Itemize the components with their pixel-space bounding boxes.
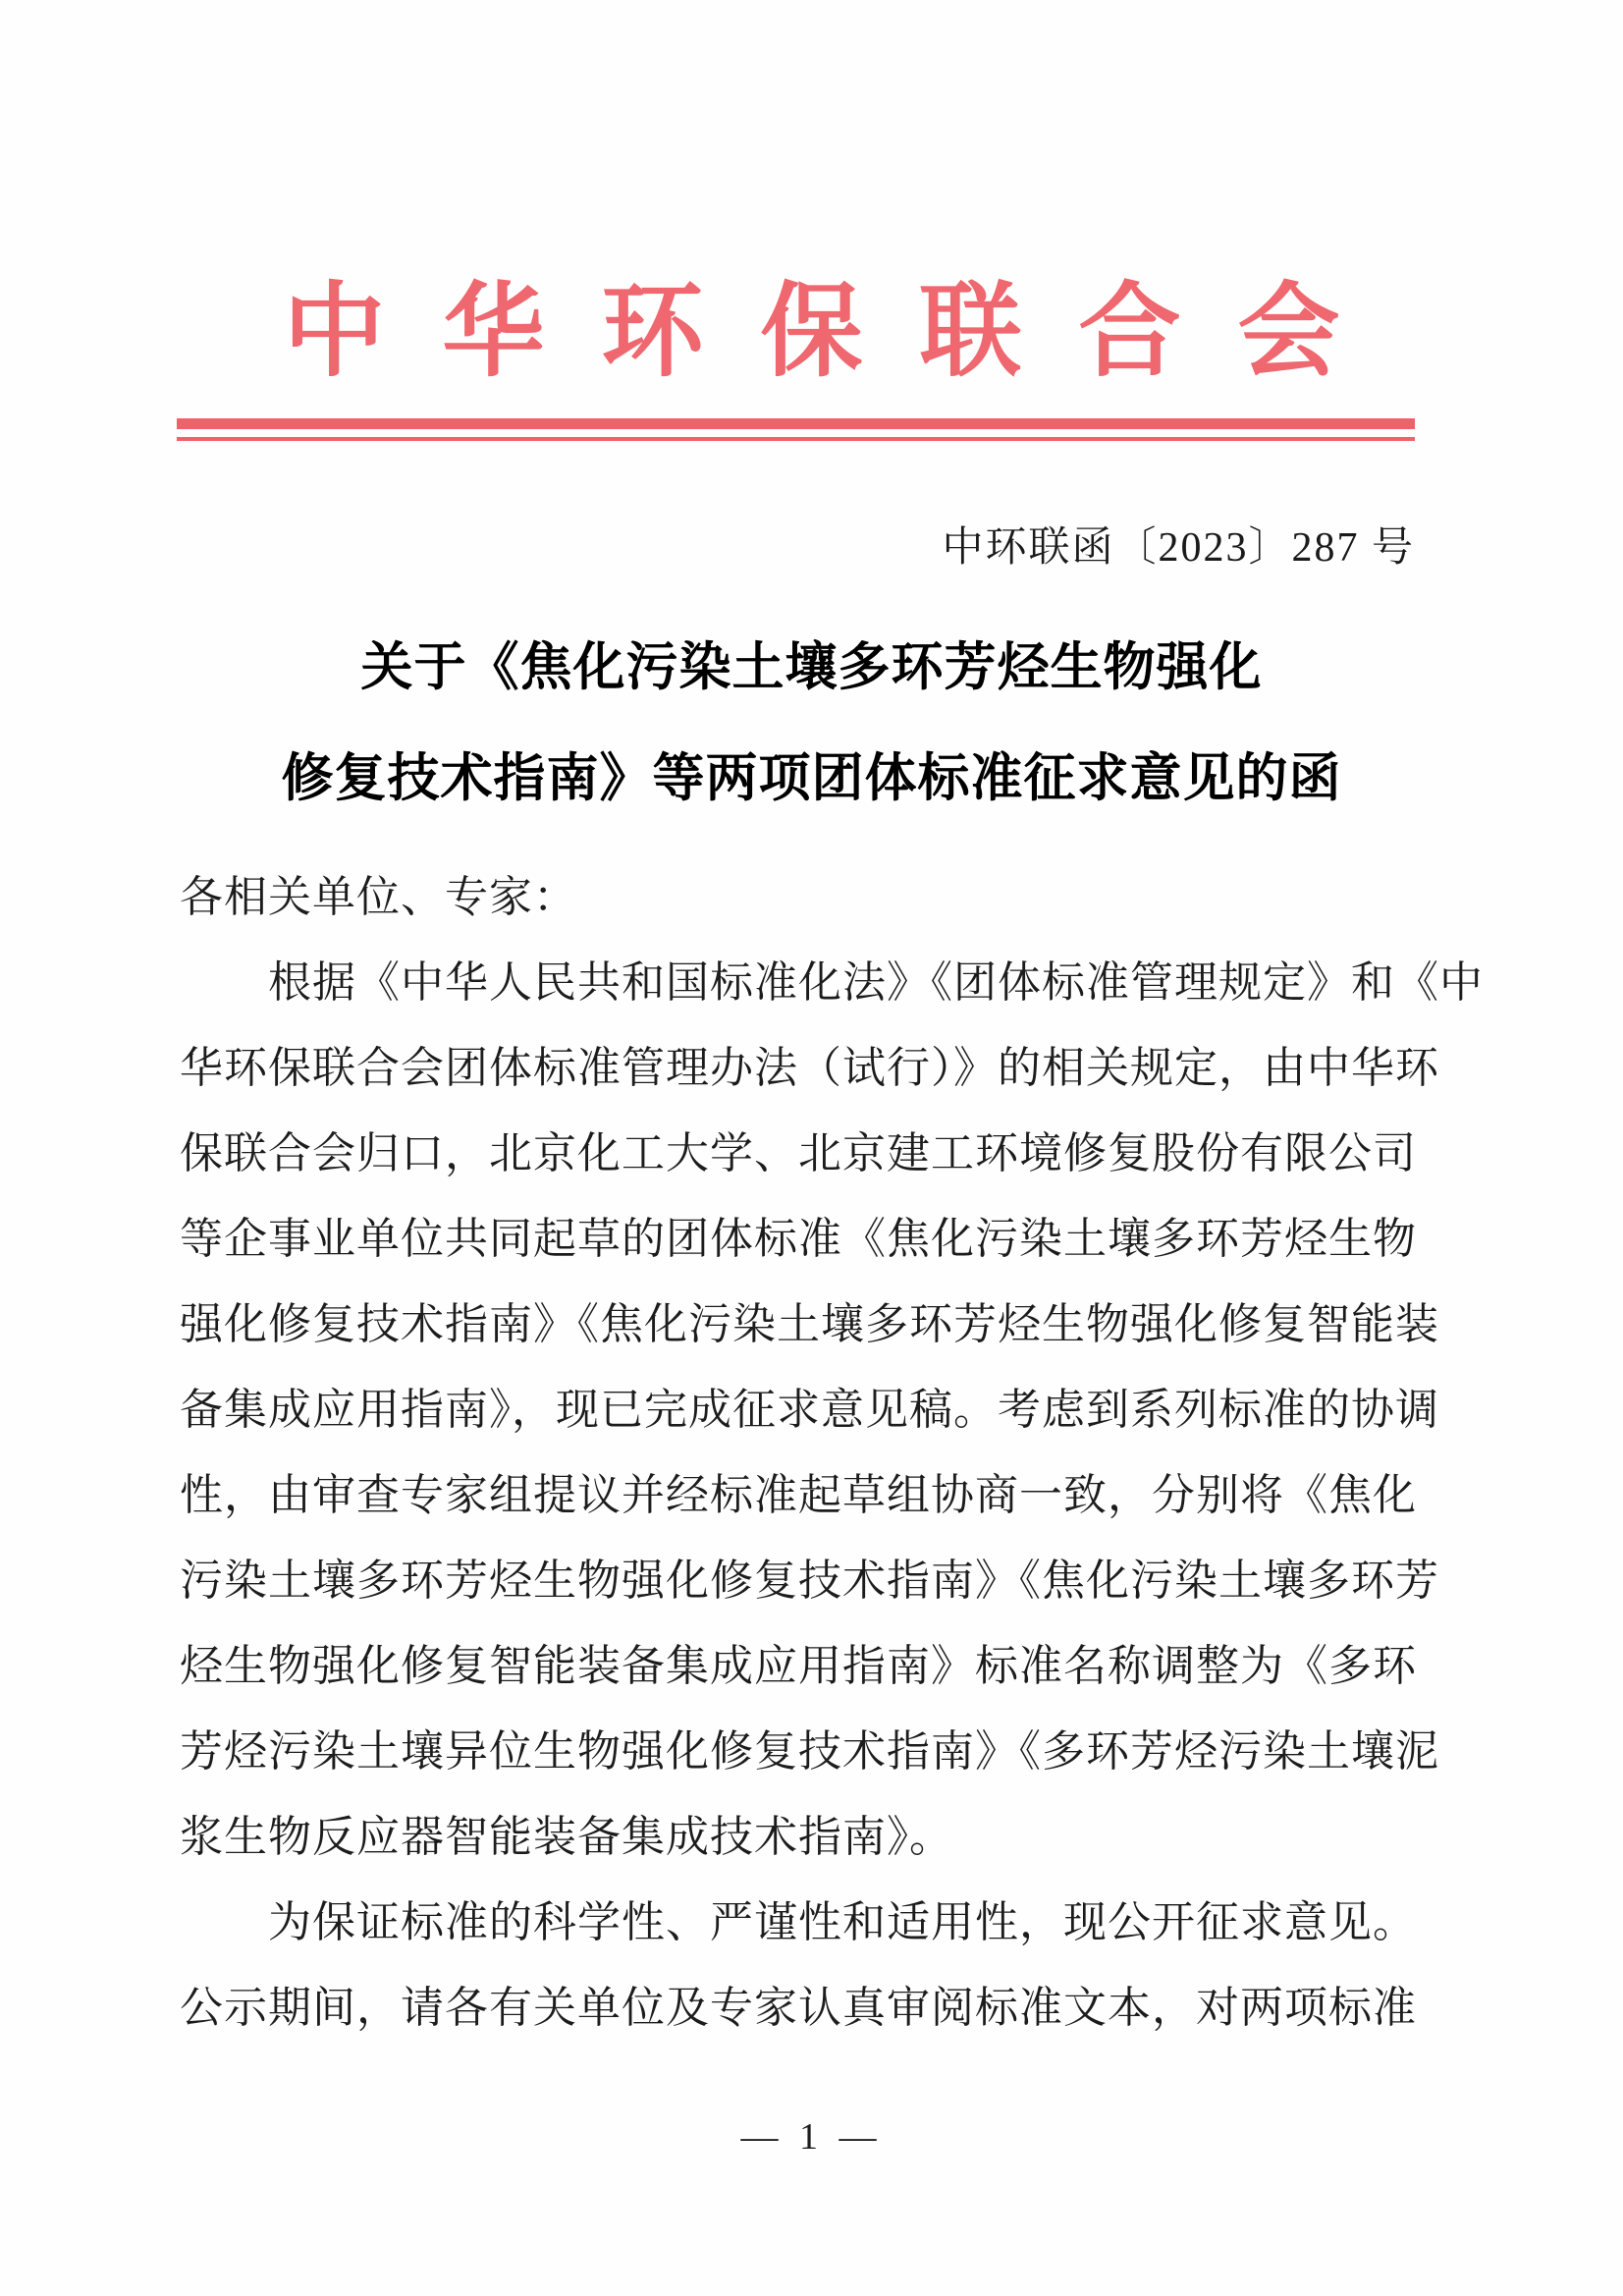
body-line: 烃生物强化修复智能装备集成应用指南》标准名称调整为《多环 (180, 1642, 1417, 1690)
body-line: 为保证标准的科学性、严谨性和适用性，现公开征求意见。 (268, 1898, 1417, 1946)
body-line: 强化修复技术指南》《焦化污染土壤多环芳烃生物强化修复智能装 (180, 1300, 1439, 1348)
body-line: 保联合会归口，北京化工大学、北京建工环境修复股份有限公司 (180, 1129, 1417, 1177)
body-line: 性，由审查专家组提议并经标准起草组协商一致，分别将《焦化 (180, 1471, 1417, 1519)
divider-gap (177, 429, 1415, 437)
body-line: 根据《中华人民共和国标准化法》《团体标准管理规定》和《中 (268, 958, 1484, 1007)
divider-thin-line (177, 437, 1415, 441)
document-title (0, 613, 1623, 835)
letterhead-org-name (0, 274, 1623, 392)
document-title-line-2: 修复技术指南》等两项团体标准征求意见的函 (281, 750, 1342, 807)
page-number: — 1 — (740, 2116, 883, 2158)
org-name-text: 中华环保联合会 (283, 276, 1397, 389)
red-divider-rule (177, 418, 1415, 441)
body-line: 公示期间，请各有关单位及专家认真审阅标准文本，对两项标准 (180, 1984, 1417, 2032)
body-line: 芳烃污染土壤异位生物强化修复技术指南》《多环芳烃污染土壤泥 (180, 1727, 1439, 1776)
document-reference-number: 中环联函〔2023〕287 号 (942, 525, 1415, 571)
body-line: 华环保联合会团体标准管理办法（试行）》的相关规定，由中华环 (180, 1044, 1439, 1092)
salutation-line: 各相关单位、专家： (180, 873, 577, 921)
document-body (180, 854, 1484, 2050)
body-line: 备集成应用指南》，现已完成征求意见稿。考虑到系列标准的协调 (180, 1386, 1439, 1434)
document-title-line-1: 关于《焦化污染土壤多环芳烃生物强化 (360, 639, 1263, 696)
body-line: 等企事业单位共同起草的团体标准《焦化污染土壤多环芳烃生物 (180, 1215, 1417, 1263)
body-line: 浆生物反应器智能装备集成技术指南》。 (180, 1813, 953, 1861)
body-line: 污染土壤多环芳烃生物强化修复技术指南》《焦化污染土壤多环芳 (180, 1557, 1439, 1605)
divider-thick-line (177, 418, 1415, 429)
